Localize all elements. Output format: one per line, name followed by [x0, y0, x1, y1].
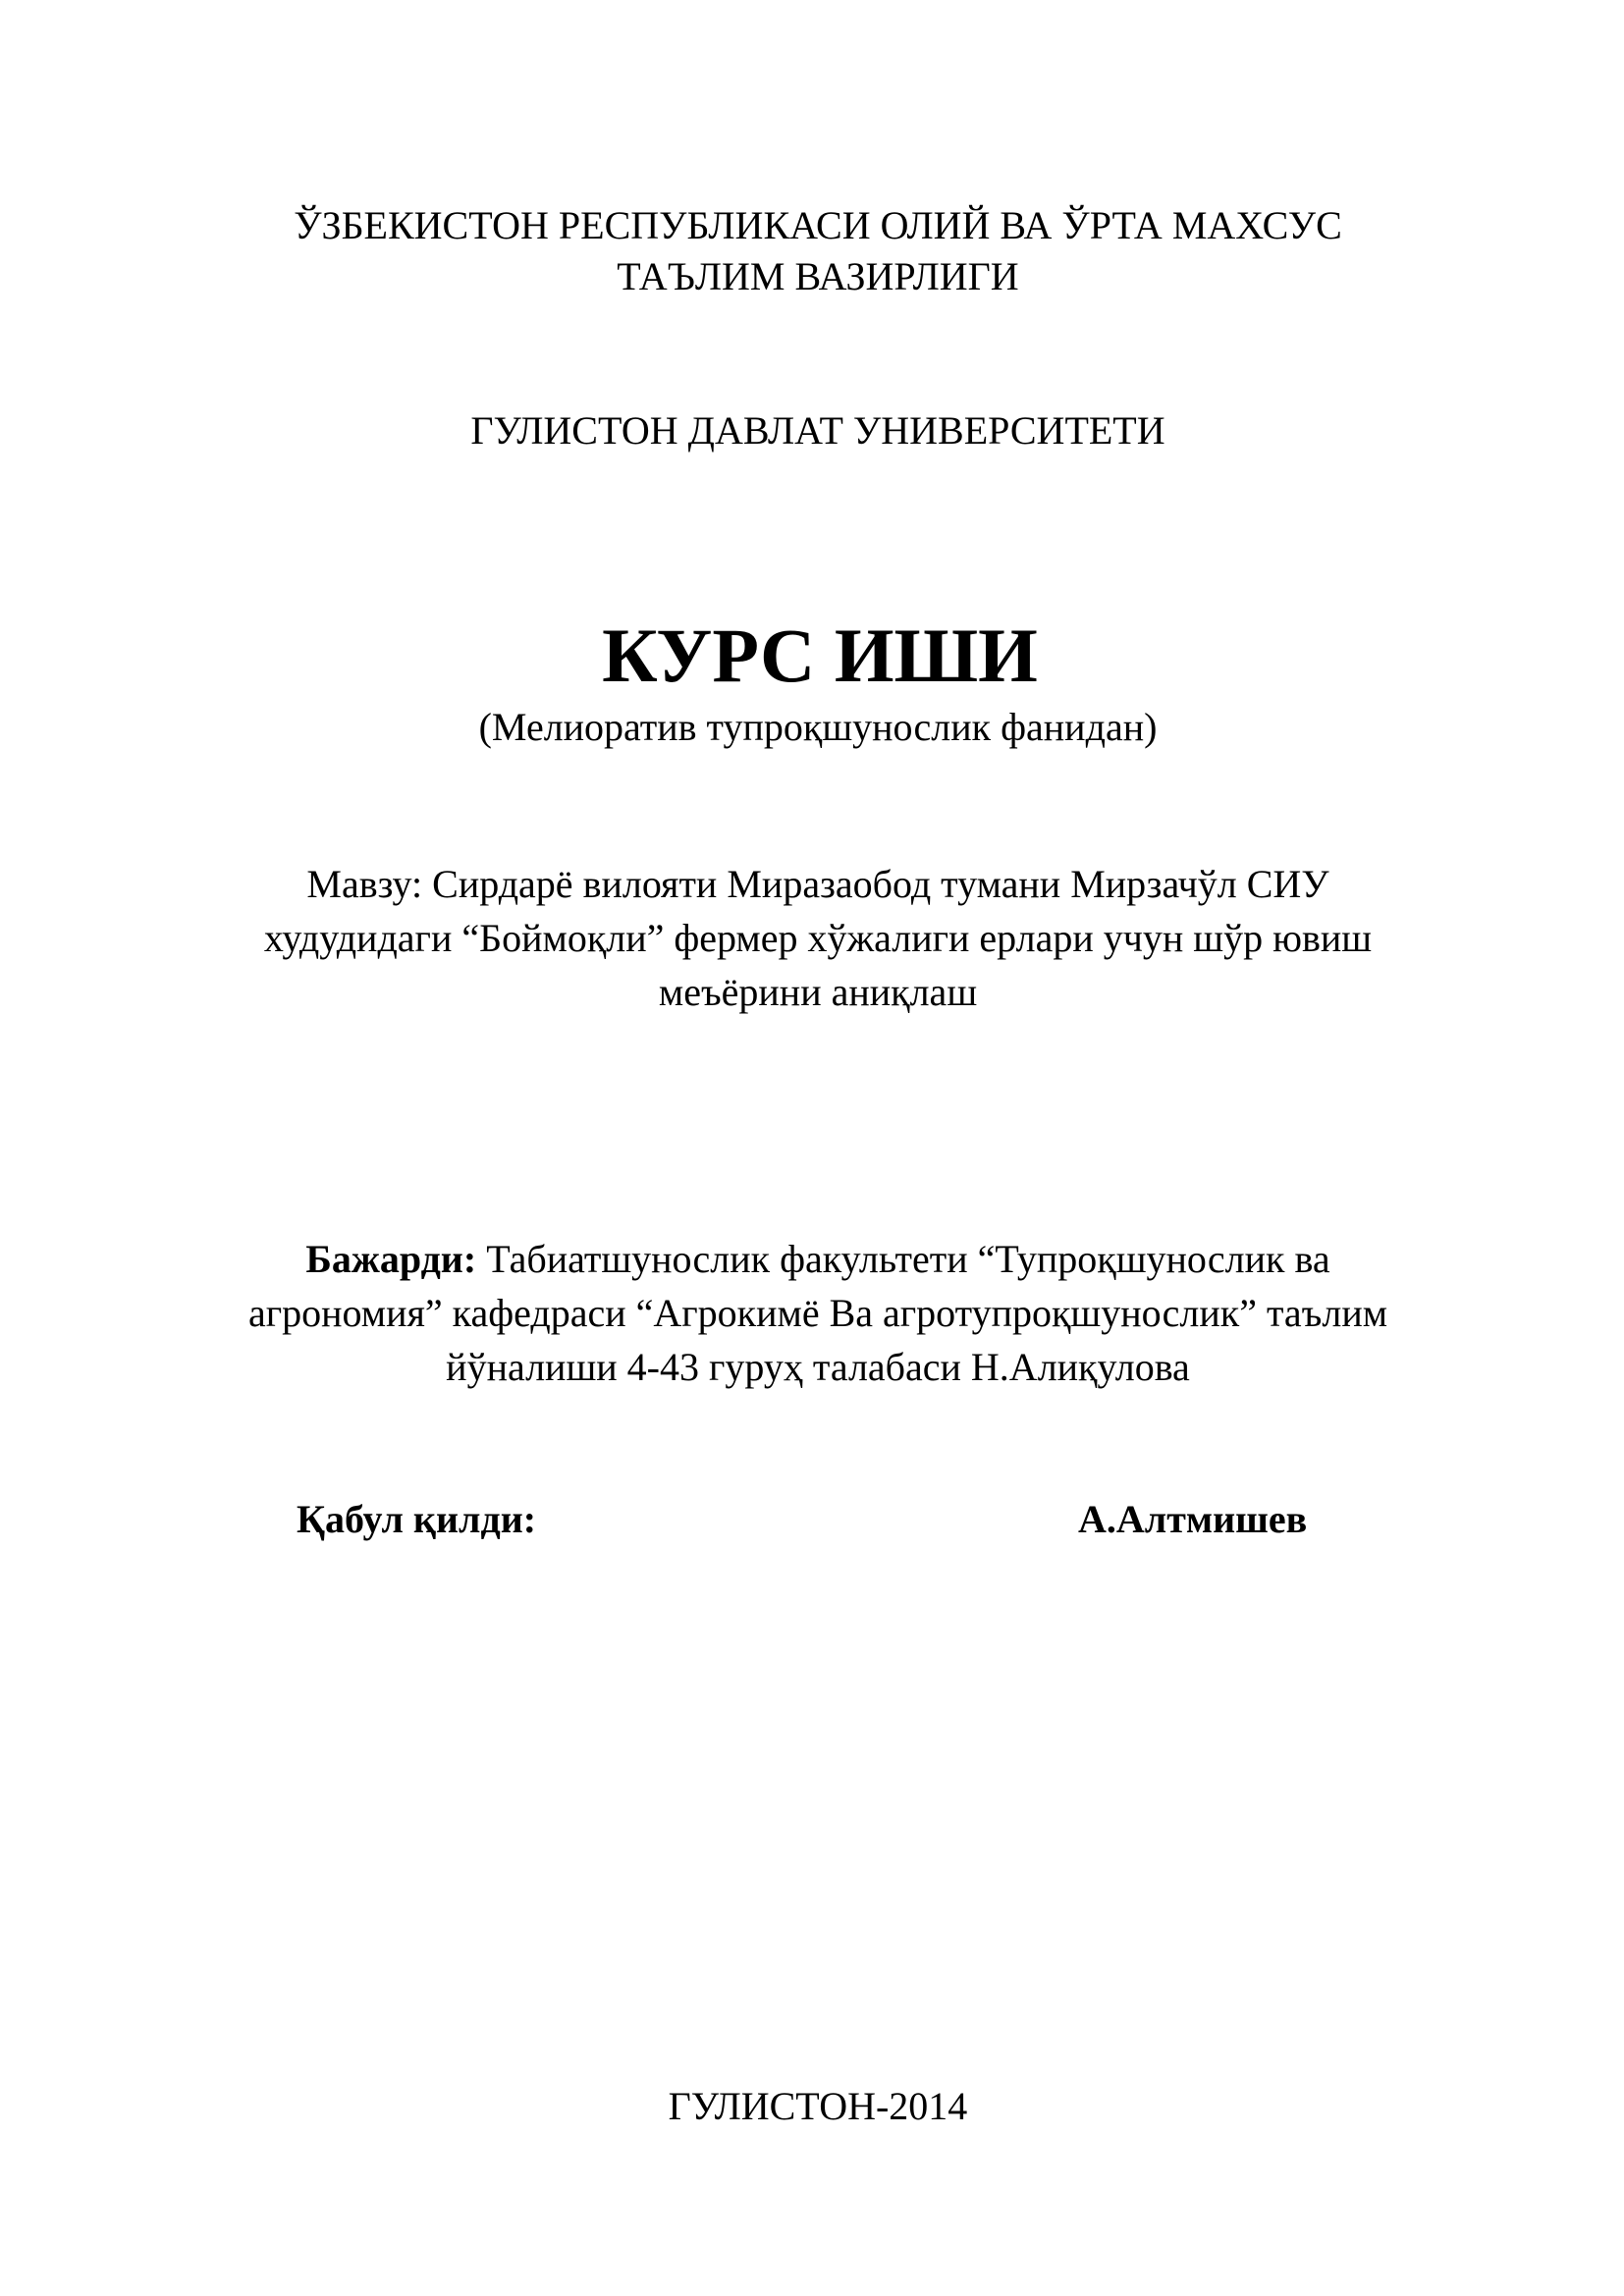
performer-label: Бажарди: — [305, 1237, 477, 1281]
topic-line-2: худудидаги “Боймоқли” фермер хўжалиги ерлари учун шўр ювиш — [263, 916, 1373, 960]
document-title-text: КУРС ИШИ — [602, 613, 1038, 698]
performer-line-1-text: Табиатшунослик факультети “Тупроқшунослик ва — [476, 1237, 1330, 1281]
performer-line-3: йўналиши 4-43 гуруҳ талабаси Н.Алиқулова — [446, 1345, 1190, 1389]
document-title — [8, 609, 1624, 703]
topic-line-3: меъёрини аниқлаш — [658, 970, 978, 1014]
ministry-line-2: ТАЪЛИМ ВАЗИРЛИГИ — [617, 254, 1019, 298]
ministry-header — [6, 200, 1624, 302]
university-line: ГУЛИСТОН ДАВЛАТ УНИВЕРСИТЕТИ — [470, 408, 1165, 453]
performer-line-1 — [6, 1232, 1624, 1286]
accepted-by-label: Қабул қилди: — [297, 1497, 537, 1541]
footer-text: ГУЛИСТОН-2014 — [668, 2084, 968, 2128]
university-name — [6, 405, 1624, 456]
subject-line — [6, 702, 1624, 753]
supervisor-name: А.Алтмишев — [1078, 1497, 1308, 1541]
footer-city-year — [6, 2081, 1624, 2132]
performer-line-2: агрономия” кафедраси “Агрокимё Ва агротупроқшунослик” таълим — [247, 1291, 1388, 1335]
topic-line-1: Мавзу: Сирдарё вилояти Миразаобод тумани Мирзачўл СИУ — [306, 862, 1329, 906]
performer-block — [6, 1232, 1624, 1394]
topic-block — [6, 857, 1624, 1019]
subject-text: (Мелиоратив тупроқшунослик фанидан) — [478, 705, 1158, 749]
ministry-line-1: ЎЗБЕКИСТОН РЕСПУБЛИКАСИ ОЛИЙ ВА ЎРТА МАХСУС — [294, 203, 1342, 247]
